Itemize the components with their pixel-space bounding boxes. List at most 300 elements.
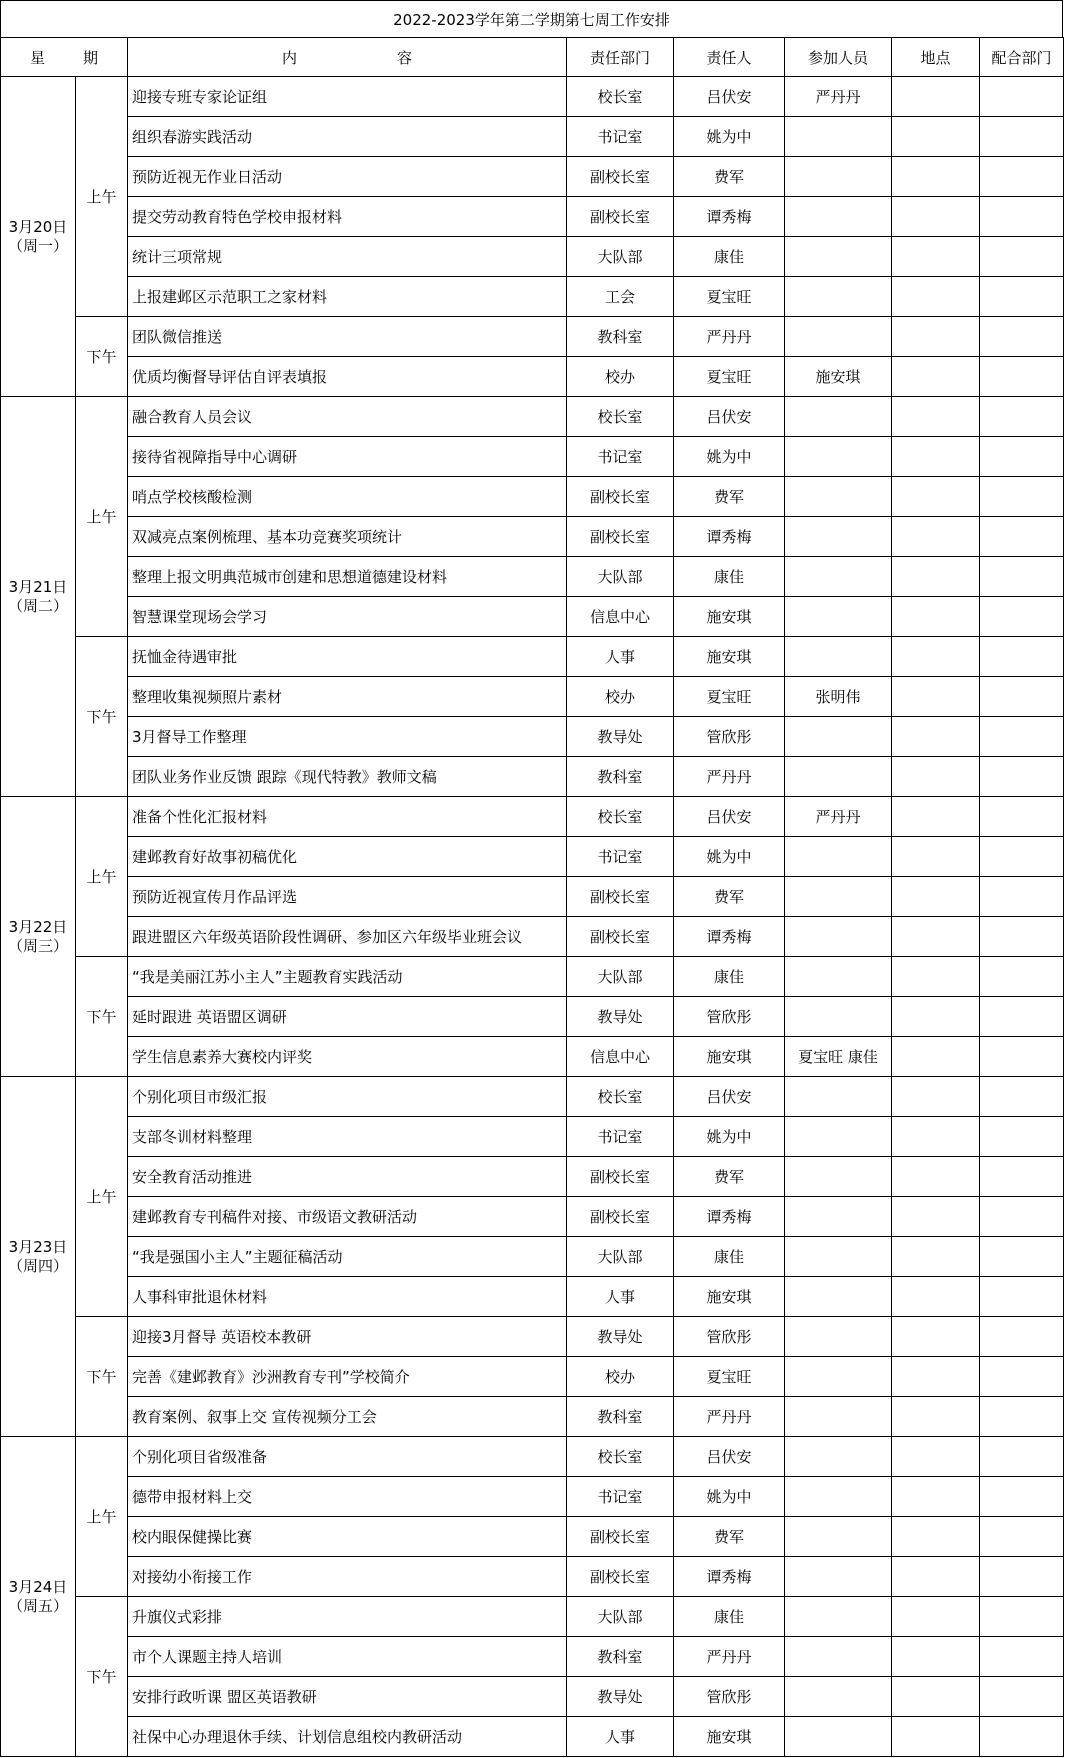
participants — [785, 1477, 892, 1517]
day-cell — [1, 797, 76, 1077]
responsible-person: 谭秀梅 — [674, 1557, 785, 1597]
table-row — [1, 717, 1064, 757]
responsible-person: 康佳 — [674, 1597, 785, 1637]
cooperating-dept — [980, 1597, 1064, 1637]
table-row — [1, 237, 1064, 277]
responsible-person: 施安琪 — [674, 1277, 785, 1317]
header-content — [128, 38, 567, 77]
responsible-dept: 教科室 — [567, 1637, 674, 1677]
cooperating-dept — [980, 677, 1064, 717]
period-cell: 下午 — [76, 1317, 128, 1437]
cooperating-dept — [980, 317, 1064, 357]
task-content: 上报建邺区示范职工之家材料 — [128, 277, 567, 317]
cooperating-dept — [980, 1637, 1064, 1677]
location — [892, 1157, 980, 1197]
cooperating-dept — [980, 1317, 1064, 1357]
responsible-person: 夏宝旺 — [674, 1357, 785, 1397]
period-cell: 上午 — [76, 397, 128, 637]
table-row — [1, 277, 1064, 317]
task-content: 统计三项常规 — [128, 237, 567, 277]
table-row — [1, 1717, 1064, 1757]
period-cell: 上午 — [76, 1437, 128, 1597]
task-content: 团队业务作业反馈 跟踪《现代特教》教师文稿 — [128, 757, 567, 797]
responsible-person: 施安琪 — [674, 597, 785, 637]
cooperating-dept — [980, 277, 1064, 317]
participants — [785, 1637, 892, 1677]
responsible-person: 费军 — [674, 1157, 785, 1197]
cooperating-dept — [980, 1037, 1064, 1077]
task-content: 支部冬训材料整理 — [128, 1117, 567, 1157]
participants — [785, 117, 892, 157]
task-content: 整理收集视频照片素材 — [128, 677, 567, 717]
task-content: 教育案例、叙事上交 宣传视频分工会 — [128, 1397, 567, 1437]
location — [892, 277, 980, 317]
table-row — [1, 117, 1064, 157]
period-cell: 上午 — [76, 797, 128, 957]
responsible-dept: 教科室 — [567, 1397, 674, 1437]
responsible-person: 姚为中 — [674, 1117, 785, 1157]
location — [892, 317, 980, 357]
location — [892, 517, 980, 557]
responsible-person: 康佳 — [674, 237, 785, 277]
task-content: 迎接专班专家论证组 — [128, 77, 567, 117]
responsible-dept: 信息中心 — [567, 1037, 674, 1077]
location — [892, 1437, 980, 1477]
participants — [785, 957, 892, 997]
cooperating-dept — [980, 237, 1064, 277]
participants: 张明伟 — [785, 677, 892, 717]
participants — [785, 437, 892, 477]
table-row — [1, 197, 1064, 237]
location — [892, 477, 980, 517]
cooperating-dept — [980, 437, 1064, 477]
responsible-dept: 书记室 — [567, 117, 674, 157]
participants — [785, 717, 892, 757]
participants — [785, 1557, 892, 1597]
location — [892, 637, 980, 677]
responsible-dept: 副校长室 — [567, 1197, 674, 1237]
participants — [785, 917, 892, 957]
participants — [785, 1077, 892, 1117]
task-content: 完善《建邺教育》沙洲教育专刊”学校简介 — [128, 1357, 567, 1397]
responsible-person: 谭秀梅 — [674, 197, 785, 237]
responsible-person: 谭秀梅 — [674, 517, 785, 557]
period-cell: 上午 — [76, 77, 128, 317]
participants — [785, 197, 892, 237]
responsible-dept: 校办 — [567, 677, 674, 717]
participants — [785, 477, 892, 517]
table-row — [1, 757, 1064, 797]
cooperating-dept — [980, 1517, 1064, 1557]
responsible-person: 姚为中 — [674, 117, 785, 157]
responsible-dept: 书记室 — [567, 1117, 674, 1157]
participants — [785, 837, 892, 877]
task-content: 预防近视无作业日活动 — [128, 157, 567, 197]
table-row — [1, 917, 1064, 957]
responsible-dept: 书记室 — [567, 837, 674, 877]
location — [892, 797, 980, 837]
table-row — [1, 437, 1064, 477]
responsible-dept: 大队部 — [567, 557, 674, 597]
cooperating-dept — [980, 637, 1064, 677]
responsible-person: 管欣彤 — [674, 1317, 785, 1357]
task-content: 抚恤金待遇审批 — [128, 637, 567, 677]
task-content: 校内眼保健操比赛 — [128, 1517, 567, 1557]
table-row — [1, 477, 1064, 517]
task-content: 升旗仪式彩排 — [128, 1597, 567, 1637]
responsible-dept: 校长室 — [567, 397, 674, 437]
responsible-dept: 校长室 — [567, 1437, 674, 1477]
location — [892, 117, 980, 157]
location — [892, 717, 980, 757]
cooperating-dept — [980, 77, 1064, 117]
task-content: 组织春游实践活动 — [128, 117, 567, 157]
participants — [785, 597, 892, 637]
header-weekday-b: 期 — [83, 48, 99, 67]
table-row — [1, 1197, 1064, 1237]
table-row — [1, 1637, 1064, 1677]
responsible-person: 费军 — [674, 477, 785, 517]
table-row — [1, 1557, 1064, 1597]
table-row — [1, 797, 1064, 837]
participants: 夏宝旺 康佳 — [785, 1037, 892, 1077]
participants — [785, 877, 892, 917]
responsible-dept: 大队部 — [567, 1237, 674, 1277]
location — [892, 77, 980, 117]
task-content: 建邺教育专刊稿件对接、市级语文教研活动 — [128, 1197, 567, 1237]
task-content: “我是美丽江苏小主人”主题教育实践活动 — [128, 957, 567, 997]
cooperating-dept — [980, 717, 1064, 757]
participants — [785, 157, 892, 197]
location — [892, 917, 980, 957]
cooperating-dept — [980, 1157, 1064, 1197]
responsible-dept: 教科室 — [567, 317, 674, 357]
location — [892, 1477, 980, 1517]
cooperating-dept — [980, 1717, 1064, 1757]
participants — [785, 637, 892, 677]
responsible-person: 康佳 — [674, 557, 785, 597]
location — [892, 1397, 980, 1437]
cooperating-dept — [980, 1117, 1064, 1157]
task-content: 德带申报材料上交 — [128, 1477, 567, 1517]
period-cell: 下午 — [76, 637, 128, 797]
table-row — [1, 1237, 1064, 1277]
responsible-dept: 副校长室 — [567, 157, 674, 197]
cooperating-dept — [980, 597, 1064, 637]
responsible-dept: 大队部 — [567, 237, 674, 277]
table-row — [1, 597, 1064, 637]
task-content: 优质均衡督导评估自评表填报 — [128, 357, 567, 397]
table-row — [1, 1077, 1064, 1117]
task-content: 迎接3月督导 英语校本教研 — [128, 1317, 567, 1357]
day-weekday: （周一） — [7, 236, 68, 255]
table-row — [1, 317, 1064, 357]
participants — [785, 1397, 892, 1437]
location — [892, 877, 980, 917]
header-dept: 责任部门 — [567, 38, 674, 77]
participants — [785, 1197, 892, 1237]
day-cell — [1, 1077, 76, 1437]
cooperating-dept — [980, 557, 1064, 597]
responsible-dept: 副校长室 — [567, 1517, 674, 1557]
responsible-person: 康佳 — [674, 957, 785, 997]
location — [892, 1717, 980, 1757]
cooperating-dept — [980, 1677, 1064, 1717]
cooperating-dept — [980, 797, 1064, 837]
responsible-dept: 教导处 — [567, 717, 674, 757]
header-content-a: 内 — [281, 48, 297, 67]
location — [892, 237, 980, 277]
header-participants: 参加人员 — [785, 38, 892, 77]
task-content: 学生信息素养大赛校内评奖 — [128, 1037, 567, 1077]
responsible-dept: 人事 — [567, 637, 674, 677]
task-content: 智慧课堂现场会学习 — [128, 597, 567, 637]
cooperating-dept — [980, 877, 1064, 917]
location — [892, 437, 980, 477]
responsible-person: 谭秀梅 — [674, 917, 785, 957]
responsible-dept: 副校长室 — [567, 1157, 674, 1197]
location — [892, 1077, 980, 1117]
location — [892, 757, 980, 797]
task-content: 哨点学校核酸检测 — [128, 477, 567, 517]
participants — [785, 1597, 892, 1637]
header-content-b: 容 — [397, 48, 413, 67]
responsible-person: 夏宝旺 — [674, 277, 785, 317]
table-row — [1, 1477, 1064, 1517]
responsible-dept: 校长室 — [567, 1077, 674, 1117]
schedule-table — [0, 37, 1064, 1757]
location — [892, 1357, 980, 1397]
cooperating-dept — [980, 997, 1064, 1037]
task-content: 3月督导工作整理 — [128, 717, 567, 757]
responsible-person: 管欣彤 — [674, 717, 785, 757]
cooperating-dept — [980, 197, 1064, 237]
location — [892, 677, 980, 717]
responsible-person: 姚为中 — [674, 1477, 785, 1517]
responsible-dept: 教导处 — [567, 1317, 674, 1357]
location — [892, 1117, 980, 1157]
period-cell: 下午 — [76, 957, 128, 1077]
participants — [785, 317, 892, 357]
header-row — [1, 38, 1064, 77]
responsible-dept: 副校长室 — [567, 517, 674, 557]
table-row — [1, 1117, 1064, 1157]
table-row — [1, 837, 1064, 877]
day-weekday: （周四） — [7, 1256, 68, 1275]
task-content: 建邺教育好故事初稿优化 — [128, 837, 567, 877]
header-weekday-a: 星 — [29, 48, 45, 67]
cooperating-dept — [980, 837, 1064, 877]
participants: 严丹丹 — [785, 797, 892, 837]
responsible-dept: 校长室 — [567, 77, 674, 117]
period-cell: 下午 — [76, 1597, 128, 1757]
task-content: 个别化项目省级准备 — [128, 1437, 567, 1477]
header-person: 责任人 — [674, 38, 785, 77]
cooperating-dept — [980, 117, 1064, 157]
cooperating-dept — [980, 1077, 1064, 1117]
cooperating-dept — [980, 1557, 1064, 1597]
responsible-dept: 大队部 — [567, 1597, 674, 1637]
task-content: 融合教育人员会议 — [128, 397, 567, 437]
responsible-person: 严丹丹 — [674, 757, 785, 797]
cooperating-dept — [980, 477, 1064, 517]
participants — [785, 1317, 892, 1357]
header-weekday — [1, 38, 128, 77]
location — [892, 1597, 980, 1637]
cooperating-dept — [980, 957, 1064, 997]
table-row — [1, 637, 1064, 677]
schedule-body — [1, 77, 1064, 1757]
table-row — [1, 77, 1064, 117]
participants — [785, 997, 892, 1037]
responsible-person: 吕伏安 — [674, 397, 785, 437]
responsible-person: 费军 — [674, 157, 785, 197]
day-cell — [1, 1437, 76, 1757]
responsible-person: 严丹丹 — [674, 1397, 785, 1437]
responsible-dept: 副校长室 — [567, 877, 674, 917]
responsible-person: 费军 — [674, 1517, 785, 1557]
responsible-person: 夏宝旺 — [674, 677, 785, 717]
responsible-person: 施安琪 — [674, 1717, 785, 1757]
day-cell — [1, 397, 76, 797]
task-content: 提交劳动教育特色学校申报材料 — [128, 197, 567, 237]
participants — [785, 1717, 892, 1757]
location — [892, 557, 980, 597]
location — [892, 1517, 980, 1557]
location — [892, 1677, 980, 1717]
participants — [785, 237, 892, 277]
responsible-person: 谭秀梅 — [674, 1197, 785, 1237]
location — [892, 997, 980, 1037]
table-row — [1, 877, 1064, 917]
day-weekday: （周二） — [7, 596, 68, 615]
header-location: 地点 — [892, 38, 980, 77]
cooperating-dept — [980, 1237, 1064, 1277]
table-row — [1, 1157, 1064, 1197]
participants — [785, 1357, 892, 1397]
task-content: 安排行政听课 盟区英语教研 — [128, 1677, 567, 1717]
responsible-dept: 教导处 — [567, 997, 674, 1037]
task-content: 预防近视宣传月作品评选 — [128, 877, 567, 917]
task-content: 个别化项目市级汇报 — [128, 1077, 567, 1117]
participants — [785, 557, 892, 597]
responsible-person: 施安琪 — [674, 637, 785, 677]
day-cell — [1, 77, 76, 397]
day-date: 3月22日 — [8, 917, 68, 936]
cooperating-dept — [980, 757, 1064, 797]
participants — [785, 1277, 892, 1317]
table-row — [1, 397, 1064, 437]
task-content: 社保中心办理退休手续、计划信息组校内教研活动 — [128, 1717, 567, 1757]
participants — [785, 1157, 892, 1197]
responsible-person: 施安琪 — [674, 1037, 785, 1077]
responsible-dept: 书记室 — [567, 437, 674, 477]
participants — [785, 1117, 892, 1157]
task-content: 对接幼小衔接工作 — [128, 1557, 567, 1597]
table-row — [1, 1597, 1064, 1637]
responsible-dept: 人事 — [567, 1277, 674, 1317]
task-content: 人事科审批退休材料 — [128, 1277, 567, 1317]
responsible-person: 严丹丹 — [674, 1637, 785, 1677]
responsible-dept: 校办 — [567, 1357, 674, 1397]
location — [892, 197, 980, 237]
responsible-dept: 教导处 — [567, 1677, 674, 1717]
table-row — [1, 1317, 1064, 1357]
responsible-dept: 教科室 — [567, 757, 674, 797]
location — [892, 837, 980, 877]
responsible-dept: 校办 — [567, 357, 674, 397]
cooperating-dept — [980, 1197, 1064, 1237]
table-row — [1, 1037, 1064, 1077]
table-row — [1, 997, 1064, 1037]
participants — [785, 1437, 892, 1477]
day-date: 3月21日 — [8, 577, 68, 596]
table-row — [1, 557, 1064, 597]
responsible-dept: 大队部 — [567, 957, 674, 997]
table-row — [1, 1437, 1064, 1477]
location — [892, 157, 980, 197]
cooperating-dept — [980, 1277, 1064, 1317]
task-content: 准备个性化汇报材料 — [128, 797, 567, 837]
cooperating-dept — [980, 917, 1064, 957]
location — [892, 957, 980, 997]
responsible-dept: 信息中心 — [567, 597, 674, 637]
day-date: 3月23日 — [8, 1237, 68, 1256]
table-row — [1, 1277, 1064, 1317]
participants — [785, 517, 892, 557]
period-cell: 下午 — [76, 317, 128, 397]
participants — [785, 1237, 892, 1277]
task-content: 接待省视障指导中心调研 — [128, 437, 567, 477]
location — [892, 397, 980, 437]
responsible-person: 管欣彤 — [674, 997, 785, 1037]
responsible-dept: 副校长室 — [567, 917, 674, 957]
header-cooperating: 配合部门 — [980, 38, 1064, 77]
location — [892, 1197, 980, 1237]
location — [892, 1037, 980, 1077]
table-row — [1, 1397, 1064, 1437]
table-row — [1, 957, 1064, 997]
location — [892, 597, 980, 637]
responsible-person: 夏宝旺 — [674, 357, 785, 397]
task-content: 整理上报文明典范城市创建和思想道德建设材料 — [128, 557, 567, 597]
table-row — [1, 357, 1064, 397]
cooperating-dept — [980, 157, 1064, 197]
period-cell: 上午 — [76, 1077, 128, 1317]
location — [892, 357, 980, 397]
responsible-dept: 副校长室 — [567, 197, 674, 237]
participants — [785, 1517, 892, 1557]
responsible-person: 费军 — [674, 877, 785, 917]
participants: 严丹丹 — [785, 77, 892, 117]
table-row — [1, 677, 1064, 717]
location — [892, 1277, 980, 1317]
table-row — [1, 1357, 1064, 1397]
task-content: 延时跟进 英语盟区调研 — [128, 997, 567, 1037]
task-content: 跟进盟区六年级英语阶段性调研、参加区六年级毕业班会议 — [128, 917, 567, 957]
location — [892, 1557, 980, 1597]
task-content: 双减亮点案例梳理、基本功竞赛奖项统计 — [128, 517, 567, 557]
cooperating-dept — [980, 517, 1064, 557]
cooperating-dept — [980, 397, 1064, 437]
task-content: 市个人课题主持人培训 — [128, 1637, 567, 1677]
cooperating-dept — [980, 1437, 1064, 1477]
participants: 施安琪 — [785, 357, 892, 397]
task-content: 团队微信推送 — [128, 317, 567, 357]
participants — [785, 757, 892, 797]
day-weekday: （周五） — [7, 1596, 68, 1615]
day-date: 3月24日 — [8, 1577, 68, 1596]
